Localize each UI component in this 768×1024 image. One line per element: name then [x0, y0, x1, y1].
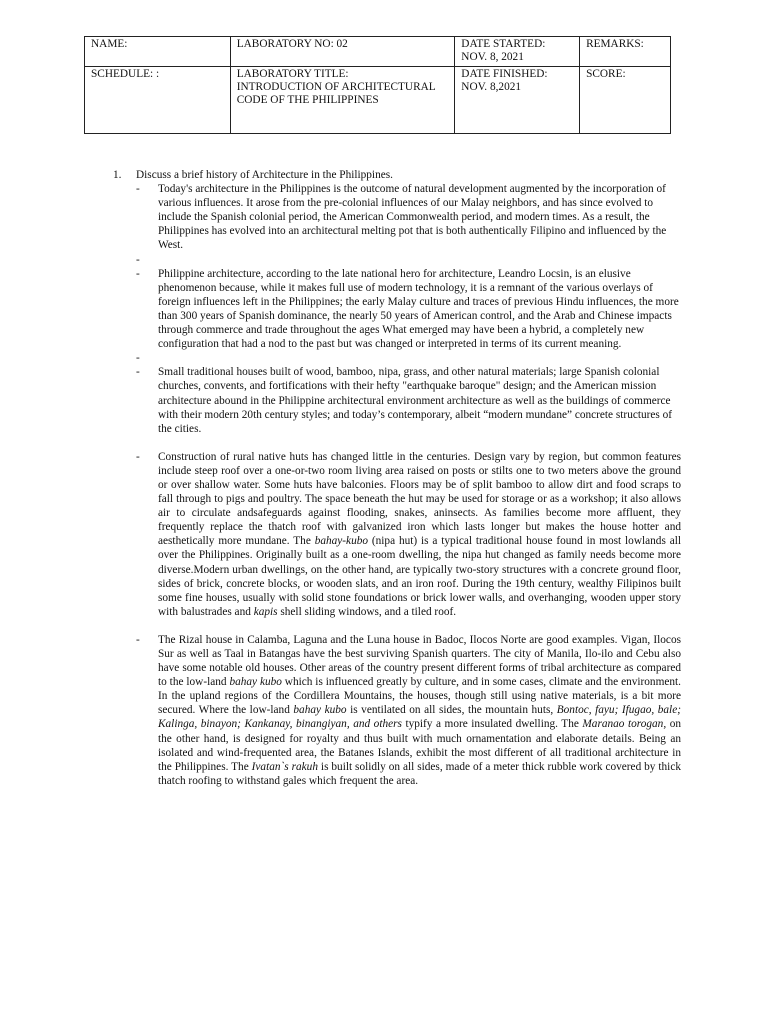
remarks-cell: [580, 37, 671, 67]
term-maranao-torogan: Maranao torogan,: [582, 718, 667, 731]
question-text: Discuss a brief history of Architecture in the Philippines.: [136, 169, 393, 181]
header-row-2: [85, 67, 671, 134]
schedule-cell: [85, 67, 231, 134]
lab-no: LABORATORY NO: 02: [236, 38, 348, 50]
date-finished-value: NOV. 8,2021: [461, 81, 522, 93]
term-bahay-kubo: bahay kubo: [293, 704, 347, 717]
term-bahay-kubo: bahay-kubo: [314, 535, 369, 548]
term-bahay-kubo: bahay kubo: [229, 676, 282, 689]
date-finished-label: DATE FINISHED:: [461, 68, 548, 80]
paragraph-2: Philippine architecture, according to the late national hero for architecture, Leandro Locsin, is an elusive phenomenon because, while it makes full use of modern technology, it is a remnant of the various overlays of foreign influences left in the Philippines; the early Malay culture and traces of previous Hindu influences, the more than 300 years of Spanish dominance, the nearly 50 years of American control, and the Arab and Chinese impacts through commerce and trade throughout the ages What emerged may have been a hybrid, a completely new configuration that had a nod to the past but was changed or interpreted in terms of its current meaning.: [158, 267, 679, 351]
bullet-dash: -: [136, 352, 140, 365]
question-item: [113, 168, 681, 182]
bullet-dash: -: [136, 183, 140, 196]
paragraph-5: The Rizal house in Calamba, Laguna and the Luna house in Badoc, Ilocos Norte are good examples. Vigan, Ilocos Sur as well as Taal in Batangas have the best surviving Spanish quarters. The city of Manila, Ilo-ilo and Cebu also have some notable old houses. Other areas of the country present different forms of tribal architecture as compared to the low-land bahay kubo which is influenced greatly by culture, and in some cases, climate and the environment. In the upland regions of the Cordillera Mountains, the houses, though still using native materials, is a bit more secured. Where the low-land bahay kubo is ventilated on all sides, the mountain huts, Bontoc, fayu; Ifugao, bale; Kalinga, binayon; Kankanay, binangiyan, and others typify a more insulated dwelling. The Maranao torogan, on the other hand, is designed for royalty and thus built with much ornamentation and elaborate details. Being an isolated and wind-frequented area, the Batanes Islands, exhibit the most different of all traditional architecture in the Philippines. The Ivatan`s rakuh is built solidly on all sides, made of a meter thick rubble work covered by thick thatch roofing to withstand gales which frequent the area.: [158, 633, 682, 787]
lab-title-value: INTRODUCTION OF ARCHITECTURAL CODE OF THE PHILIPPINES: [236, 81, 436, 106]
bullet-item: [136, 450, 681, 619]
header-row-1: [85, 37, 671, 67]
paragraph-1: Today's architecture in the Philippines is the outcome of natural development augmented by the incorporation of various influences. It arose from the pre-colonial influences of our Malay neighbors, and has since evolved to include the Spanish colonial period, the American Commonwealth period, and modern times. As a result, the Philippines has evolved into an architectural melting pot that is both authentically Filipino and influenced by the West.: [158, 183, 667, 252]
term-ivatan-rakuh: Ivatan`s rakuh: [251, 760, 318, 773]
remarks-label: REMARKS:: [586, 38, 644, 50]
document-body: [113, 168, 681, 788]
bullet-item-empty: [136, 253, 681, 267]
bullet-dash: -: [136, 267, 140, 280]
date-started-label: DATE STARTED:: [461, 38, 546, 50]
bullet-item: [136, 633, 681, 788]
date-finished-cell: [455, 67, 580, 134]
paragraph-3: Small traditional houses built of wood, bamboo, nipa, grass, and other natural materials; large Spanish colonial churches, convents, and fortifications with their hefty "earthquake baroque" design; and the American mission architecture abound in the Philippine architectural environment architecture as well as the buildings of commerce with their modern 20th century styles; and today’s contemporary, albeit “modern mundane” concrete structures of the cities.: [158, 366, 673, 435]
schedule-label: SCHEDULE: :: [91, 68, 160, 80]
bullet-dash: -: [136, 253, 140, 266]
lab-header-table: [84, 36, 671, 134]
date-started-cell: [455, 37, 580, 67]
name-label: NAME:: [91, 38, 128, 50]
bullet-dash: -: [136, 366, 140, 379]
score-cell: [580, 67, 671, 134]
lab-title-cell: [230, 67, 455, 134]
bullet-dash: -: [136, 633, 140, 646]
bullet-item-empty: [136, 351, 681, 365]
bullet-item: [136, 267, 681, 352]
lab-no-cell: [230, 37, 455, 67]
bullet-dash: -: [136, 450, 140, 463]
paragraph-4: Construction of rural native huts has changed little in the centuries. Design vary by region, but common features include steep roof over a one-or-two room living area raised on posts or stilts one to two meters above the ground or over shallow water. Some huts have balconies. Floors may be of split bamboo to allow dirt and food scraps to fall through to pigs and poultry. The space beneath the hut may be used for storage or as a workshop; it also allows air to circulate andsafeguards against flooding, snakes, aninsects. As families become more affluent, they frequently replace the thatch roof with galvanized iron which lasts longer but makes the house hotter and aesthetically more mundane. The bahay-kubo (nipa hut) is a typical traditional house found in most lowlands all over the Philippines. Originally built as a one-room dwelling, the nipa hut changed as family needs become more diverse.Modern urban dwellings, on the other hand, are typically two-story structures with a concrete ground floor, sides of brick, concrete blocks, or wooden slats, and an iron roof. During the 19th century, wealthy Filipinos built some fine houses, usually with solid stone foundations or brick lower walls, and overhanging, wooden upper story with balustrades and kapis shell sliding windows, and a tiled roof.: [158, 450, 681, 618]
score-label: SCORE:: [586, 68, 626, 80]
lab-title-label: LABORATORY TITLE:: [236, 68, 349, 80]
name-cell: [85, 37, 231, 67]
term-kapis: kapis: [253, 605, 278, 618]
bullet-item: [136, 182, 681, 252]
bullet-item: [136, 365, 681, 435]
date-started-value: NOV. 8, 2021: [461, 51, 524, 63]
question-number: 1.: [113, 169, 122, 181]
term-mountain-huts: Bontoc, fayu; Ifugao, bale; Kalinga, binayon; Kankanay, binangiyan, and others: [158, 704, 681, 731]
